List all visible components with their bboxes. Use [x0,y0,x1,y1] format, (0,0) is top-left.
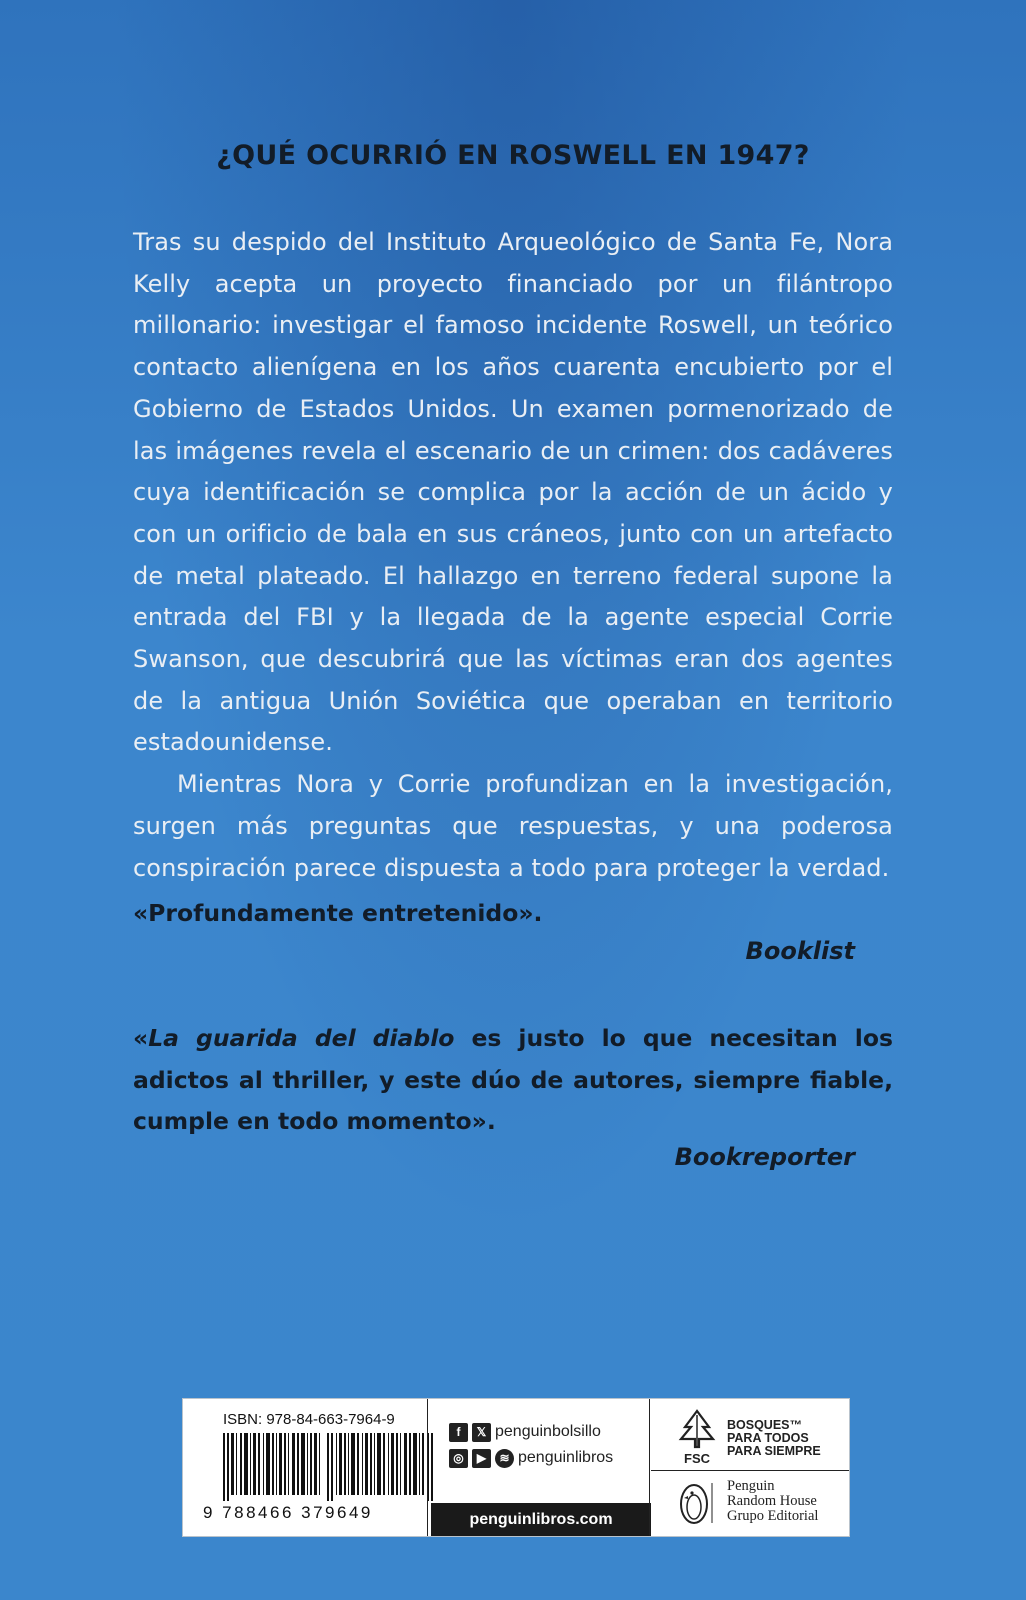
social-row-2 [449,1445,613,1471]
publisher-line-2: Random House [727,1493,817,1509]
book-title: La guarida del diablo [148,1024,455,1052]
review-quote-2-text: es justo lo que necesitan los adictos al thriller, y este dúo de autores, siempre fiable, cumple en todo momento». [133,1024,893,1135]
website-link[interactable]: penguinlibros.com [431,1503,651,1536]
fsc-tree-icon [669,1407,725,1451]
quote-open-mark: « [133,1024,149,1052]
facebook-icon[interactable]: f [449,1423,468,1442]
publisher-logo [669,1477,844,1531]
barcode-digits: 9 788466 379649 [203,1503,373,1522]
fsc-label: FSC [684,1451,710,1466]
fsc-line-1: BOSQUES [727,1418,790,1432]
instagram-icon[interactable]: ◎ [449,1449,468,1468]
publisher-line-3: Grupo Editorial [727,1508,819,1524]
fsc-slogan [727,1419,821,1458]
social-row-1 [449,1419,613,1445]
review-source-1: Booklist [745,937,855,965]
fsc-line-3: PARA SIEMPRE [727,1444,821,1458]
fsc-trademark: ™ [789,1418,803,1432]
barcode-panel [182,1398,850,1537]
divider [649,1399,650,1536]
headline: ¿QUÉ OCURRIÓ EN ROSWELL EN 1947? [216,140,810,171]
penguin-icon [669,1477,719,1527]
isbn-text: ISBN: 978-84-663-7964-9 [223,1411,395,1428]
social-handle-2[interactable]: penguinlibros [518,1449,614,1466]
youtube-icon[interactable]: ▶ [472,1449,491,1468]
review-quote-2 [133,1018,893,1143]
divider [651,1470,849,1471]
divider [427,1399,428,1536]
social-links [449,1419,613,1471]
fsc-line-2: PARA TODOS [727,1431,809,1445]
fsc-logo [669,1407,844,1467]
publisher-line-1: Penguin [727,1478,775,1494]
review-quote-1: «Profundamente entretenido». [133,899,543,927]
barcode [223,1433,439,1501]
review-source-2: Bookreporter [674,1143,855,1171]
synopsis-paragraph-1: Tras su despido del Instituto Arqueológico de Santa Fe, Nora Kelly acepta un proyecto financiado por un filántropo millonario: investigar el famoso incidente Roswell, un teórico contacto alienígena en los años cuarenta encubierto por el Gobierno de Estados Unidos. Un examen pormenorizado de las imágenes revela el escenario de un crimen: dos cadáveres cuya identificación se complica por la acción de un ácido y con un orificio de bala en sus cráneos, junto con un artefacto de metal plateado. El hallazgo en terreno federal supone la entrada del FBI y la llegada de la agente especial Corrie Swanson, que descubrirá que las víctimas eran dos agentes de la antigua Unión Soviética que operaban en territorio estadounidense. [133,228,893,757]
x-icon[interactable]: 𝕏 [472,1423,491,1442]
synopsis-paragraph-2: Mientras Nora y Corrie profundizan en la investigación, surgen más preguntas que respuestas, y una poderosa conspiración parece dispuesta a todo para proteger la verdad. [133,770,893,882]
publisher-name [727,1479,818,1524]
spotify-icon[interactable]: ≋ [495,1449,514,1468]
social-handle-1[interactable]: penguinbolsillo [495,1423,601,1440]
synopsis [133,222,893,889]
